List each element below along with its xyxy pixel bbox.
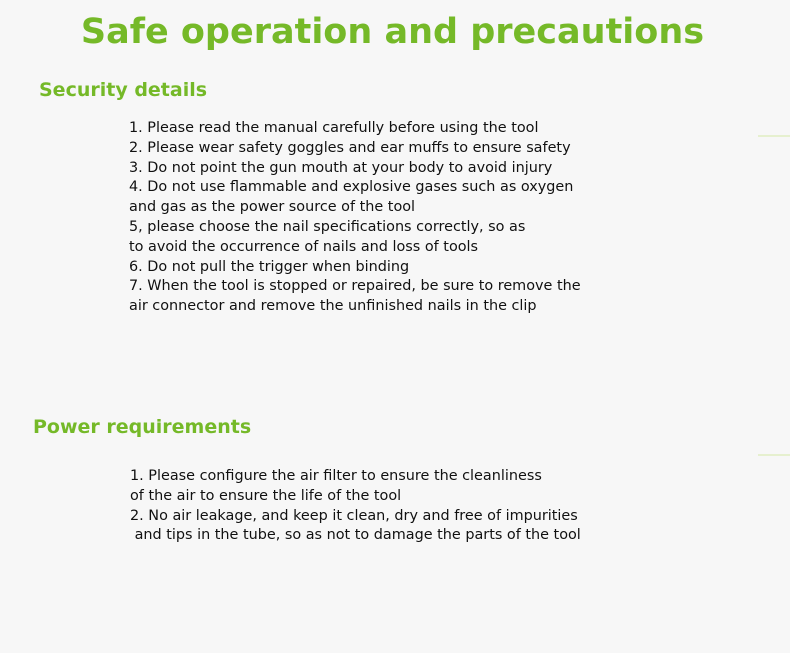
- security-line: 3. Do not point the gun mouth at your body to avoid injury: [129, 159, 553, 176]
- power-requirements-list: [130, 467, 581, 546]
- power-line: 1. Please configure the air filter to ensure the cleanliness: [130, 468, 542, 484]
- power-line: of the air to ensure the life of the tool: [130, 487, 402, 504]
- security-line: 6. Do not pull the trigger when binding: [129, 258, 410, 275]
- security-details-heading: Security details: [39, 79, 208, 101]
- security-line: 5, please choose the nail specifications correctly, so as: [129, 218, 526, 235]
- security-line: to avoid the occurrence of nails and loss of tools: [129, 238, 479, 255]
- security-line: and gas as the power source of the tool: [129, 199, 416, 216]
- power-requirements-heading: Power requirements: [33, 416, 252, 438]
- security-line: 7. When the tool is stopped or repaired, be sure to remove the: [129, 278, 581, 295]
- decorative-divider: [758, 454, 790, 456]
- security-line: 1. Please read the manual carefully before using the tool: [129, 120, 539, 136]
- power-line: and tips in the tube, so as not to damage the parts of the tool: [130, 527, 581, 544]
- security-line: 2. Please wear safety goggles and ear muffs to ensure safety: [129, 139, 571, 156]
- decorative-divider: [758, 135, 790, 137]
- page-title: Safe operation and precautions: [80, 12, 705, 52]
- security-line: air connector and remove the unfinished nails in the clip: [129, 298, 537, 315]
- security-line: 4. Do not use flammable and explosive gases such as oxygen: [129, 179, 574, 196]
- power-line: 2. No air leakage, and keep it clean, dry and free of impurities: [130, 507, 578, 524]
- security-details-list: [129, 119, 581, 317]
